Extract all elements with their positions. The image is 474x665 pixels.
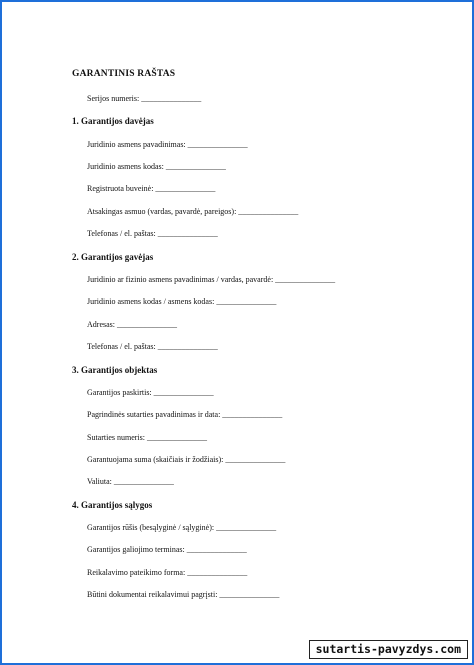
section-heading-conditions: 4. Garantijos sąlygos [72,500,153,510]
field-currency: Valiuta: _______________ [87,477,174,486]
field-registered-office: Registruota buveinė: _______________ [87,184,216,193]
field-beneficiary-phone-email: Telefonas / el. paštas: _______________ [87,342,218,351]
field-claim-form: Reikalavimo pateikimo forma: _______________ [87,568,248,577]
field-legal-entity-name: Juridinio asmens pavadinimas: _______________ [87,140,248,149]
field-responsible-person: Atsakingas asmuo (vardas, pavardė, pareigos): _______________ [87,207,299,216]
section-heading-object: 3. Garantijos objektas [72,365,158,375]
field-required-documents: Būtini dokumentai reikalavimui pagrįsti: _______________ [87,590,280,599]
watermark-label: sutartis-pavyzdys.com [309,640,468,659]
field-guaranteed-amount: Garantuojama suma (skaičiais ir žodžiais): _______________ [87,455,286,464]
field-purpose: Garantijos paskirtis: _______________ [87,388,214,397]
section-heading-guarantor: 1. Garantijos davėjas [72,116,154,126]
field-beneficiary-code: Juridinio asmens kodas / asmens kodas: _______________ [87,297,277,306]
field-contract-number: Sutarties numeris: _______________ [87,433,207,442]
field-validity-period: Garantijos galiojimo terminas: _______________ [87,545,247,554]
section-heading-beneficiary: 2. Garantijos gavėjas [72,252,154,262]
field-main-contract: Pagrindinės sutarties pavadinimas ir data: _______________ [87,410,283,419]
field-beneficiary-name: Juridinio ar fizinio asmens pavadinimas / vardas, pavardė: _______________ [87,275,336,284]
serial-number-field: Serijos numeris: _______________ [87,94,202,103]
field-address: Adresas: _______________ [87,320,177,329]
document-title: GARANTINIS RAŠTAS [72,69,176,79]
field-guarantee-type: Garantijos rūšis (besąlyginė / sąlyginė): _______________ [87,523,277,532]
field-phone-email: Telefonas / el. paštas: _______________ [87,229,218,238]
field-legal-entity-code: Juridinio asmens kodas: _______________ [87,162,226,171]
